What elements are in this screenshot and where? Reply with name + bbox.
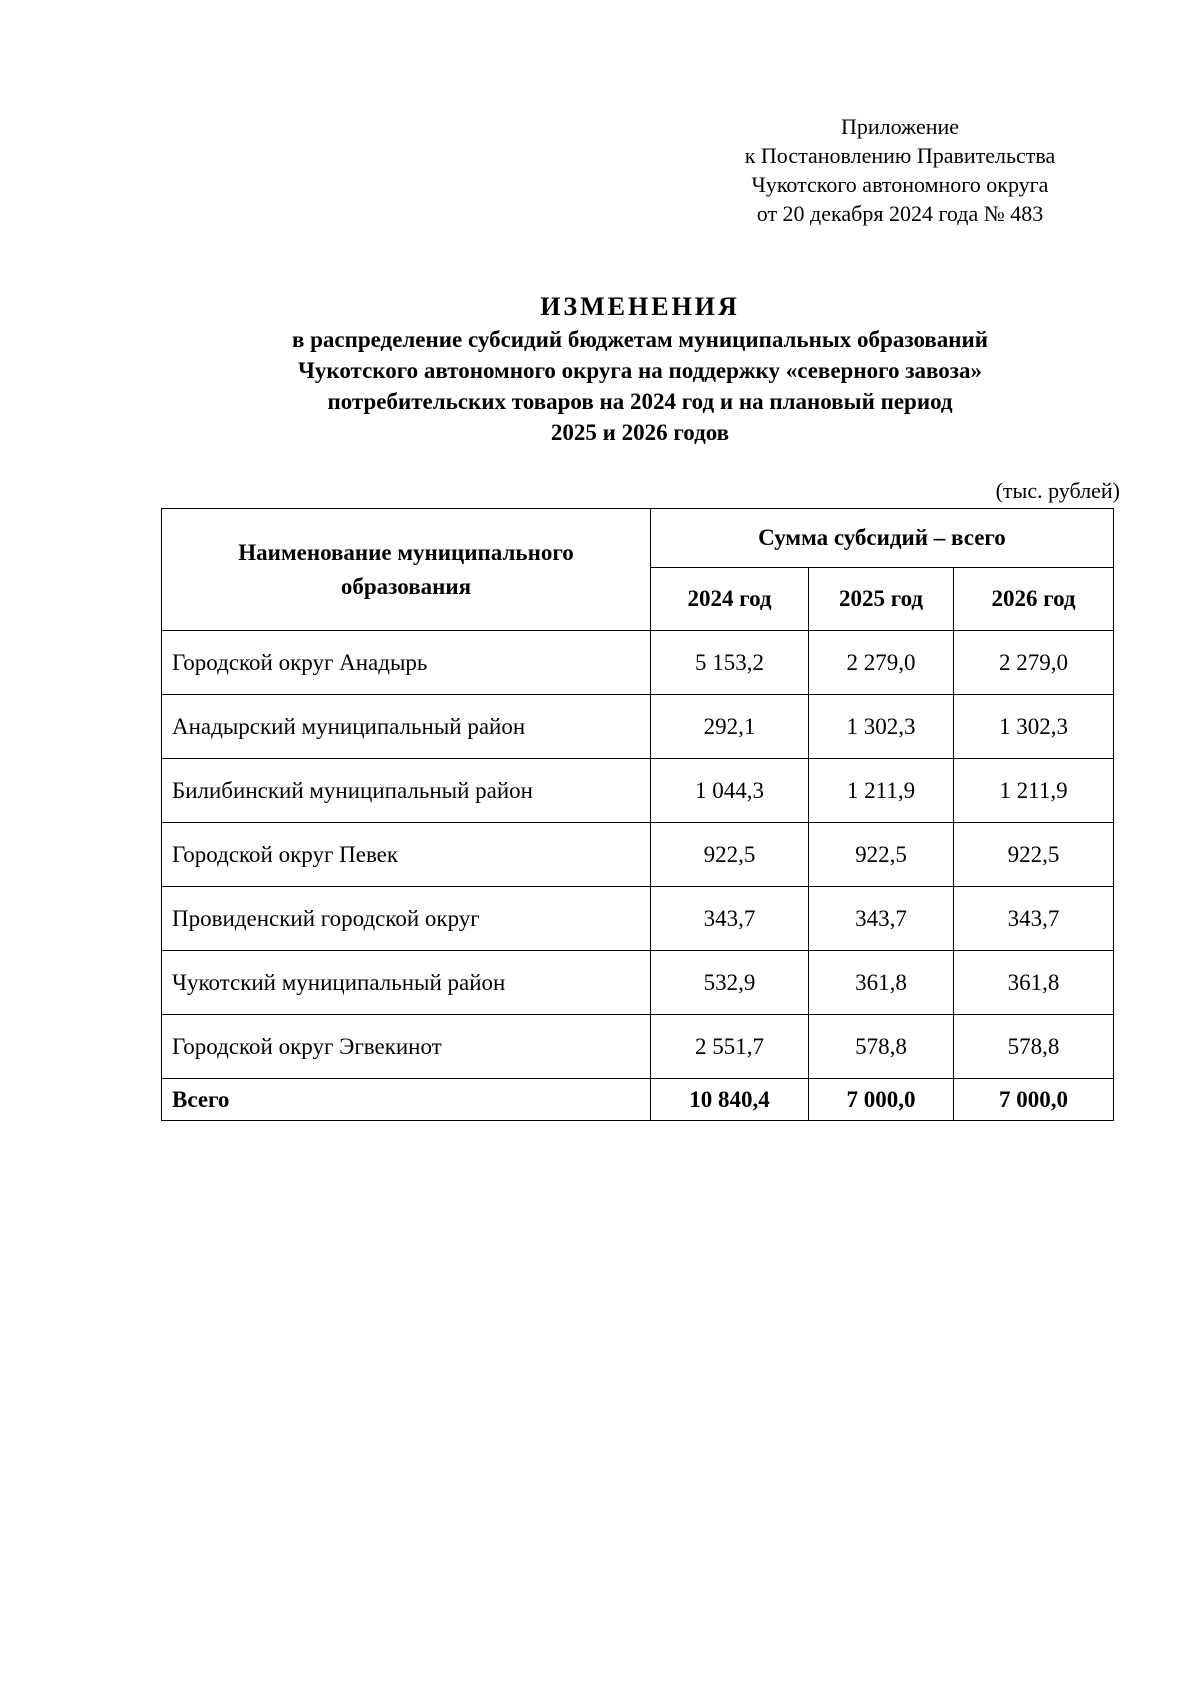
subsidy-table [161,508,1114,1121]
total-2026: 7 000,0 [954,1079,1114,1121]
year-header-2025: 2025 год [809,568,954,631]
table-row [162,631,1114,695]
value-2025: 578,8 [809,1015,954,1079]
value-2026: 1 211,9 [954,759,1114,823]
value-2024: 5 153,2 [651,631,809,695]
value-2026: 2 279,0 [954,631,1114,695]
table-row [162,759,1114,823]
value-2025: 1 302,3 [809,695,954,759]
attachment-line: Приложение [840,114,960,139]
value-2025: 361,8 [809,951,954,1015]
total-2024: 10 840,4 [651,1079,809,1121]
attachment-line: от 20 декабря 2024 года № 483 [756,201,1044,226]
value-2026: 922,5 [954,823,1114,887]
value-2025: 2 279,0 [809,631,954,695]
value-2026: 343,7 [954,887,1114,951]
value-2025: 922,5 [809,823,954,887]
value-2026: 361,8 [954,951,1114,1015]
attachment-block [680,112,1120,228]
table-row [162,695,1114,759]
municipality-name: Городской округ Эгвекинот [162,1015,651,1079]
table-row [162,1015,1114,1079]
value-2026: 1 302,3 [954,695,1114,759]
municipality-name: Чукотский муниципальный район [162,951,651,1015]
value-2024: 343,7 [651,887,809,951]
municipality-name: Городской округ Певек [162,823,651,887]
units-label: (тыс. рублей) [995,478,1120,503]
value-2024: 532,9 [651,951,809,1015]
table-row [162,951,1114,1015]
value-2025: 1 211,9 [809,759,954,823]
value-2024: 292,1 [651,695,809,759]
name-column-header: Наименование муниципального образования [162,509,651,631]
municipality-name: Городской округ Анадырь [162,631,651,695]
header-row [162,509,1114,568]
year-header-2024: 2024 год [651,568,809,631]
municipality-name: Провиденский городской округ [162,887,651,951]
attachment-line: к Постановлению Правительства [744,143,1056,168]
table-row [162,887,1114,951]
subsidy-group-header: Сумма субсидий – всего [651,509,1114,568]
title-block [160,290,1120,448]
table-row [162,823,1114,887]
attachment-line: Чукотского автономного округа [751,172,1049,197]
municipality-name: Билибинский муниципальный район [162,759,651,823]
total-row [162,1079,1114,1121]
value-2025: 343,7 [809,887,954,951]
total-label: Всего [162,1079,651,1121]
document-title: ИЗМЕНЕНИЯ [540,292,740,321]
municipality-name: Анадырский муниципальный район [162,695,651,759]
total-2025: 7 000,0 [809,1079,954,1121]
year-header-2026: 2026 год [954,568,1114,631]
document-subtitle: в распределение субсидий бюджетам муниципальных образований Чукотского автономного округа на поддержку «северного завоза» потребительских товаров на 2024 год и на плановый период 2025 и 2026 годов [291,327,989,445]
value-2024: 922,5 [651,823,809,887]
value-2026: 578,8 [954,1015,1114,1079]
value-2024: 2 551,7 [651,1015,809,1079]
value-2024: 1 044,3 [651,759,809,823]
